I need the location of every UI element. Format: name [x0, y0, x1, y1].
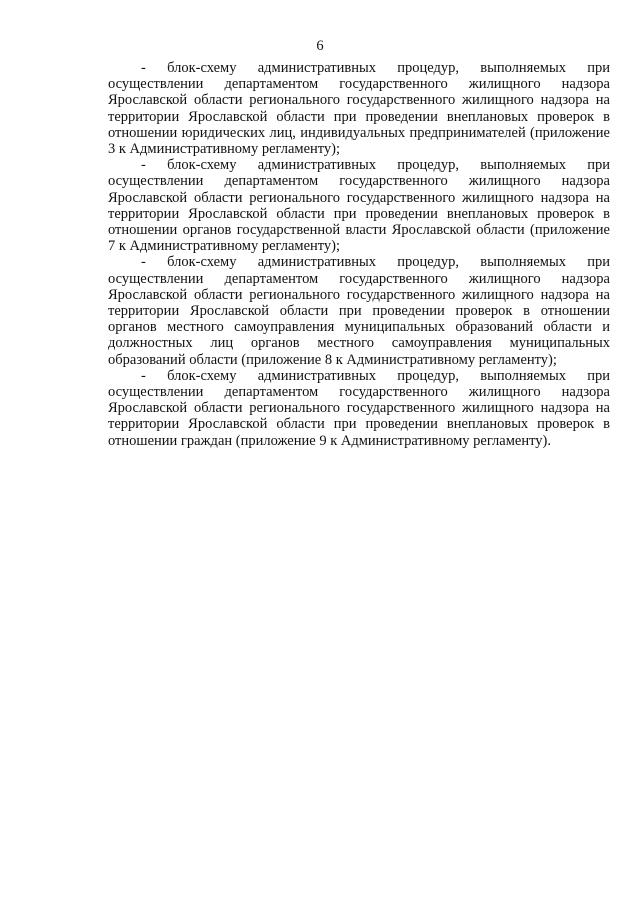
paragraph-appendix-7: - блок-схему административных процедур, выполняемых при осуществлении департаментом государственного жилищного надзора Ярославской области регионального государственного жилищного надзора на территории Ярославской области при проведении внеплановых проверок в отношении органов государственной власти Ярославской области (приложение 7 к Административному регламенту); [108, 157, 610, 255]
paragraph-appendix-8: - блок-схему административных процедур, выполняемых при осуществлении департаментом государственного жилищного надзора Ярославской области регионального государственного жилищного надзора на территории Ярославской области при проведении проверок в отношении органов местного самоуправления муниципальных образований области и должностных лиц органов местного самоуправления муниципальных образований области (приложение 8 к Административному регламенту); [108, 254, 610, 368]
paragraph-appendix-9: - блок-схему административных процедур, выполняемых при осуществлении департаментом государственного жилищного надзора Ярославской области регионального государственного жилищного надзора на территории Ярославской области при проведении внеплановых проверок в отношении граждан (приложение 9 к Административному регламенту). [108, 367, 610, 449]
page-number: 6 [316, 38, 324, 54]
paragraph-appendix-3: - блок-схему административных процедур, выполняемых при осуществлении департаментом государственного жилищного надзора Ярославской области регионального государственного жилищного надзора на территории Ярославской области при проведении внеплановых проверок в отношении юридических лиц, индивидуальных предпринимателей (приложение 3 к Административному регламенту); [108, 60, 610, 158]
document-body [108, 60, 610, 449]
